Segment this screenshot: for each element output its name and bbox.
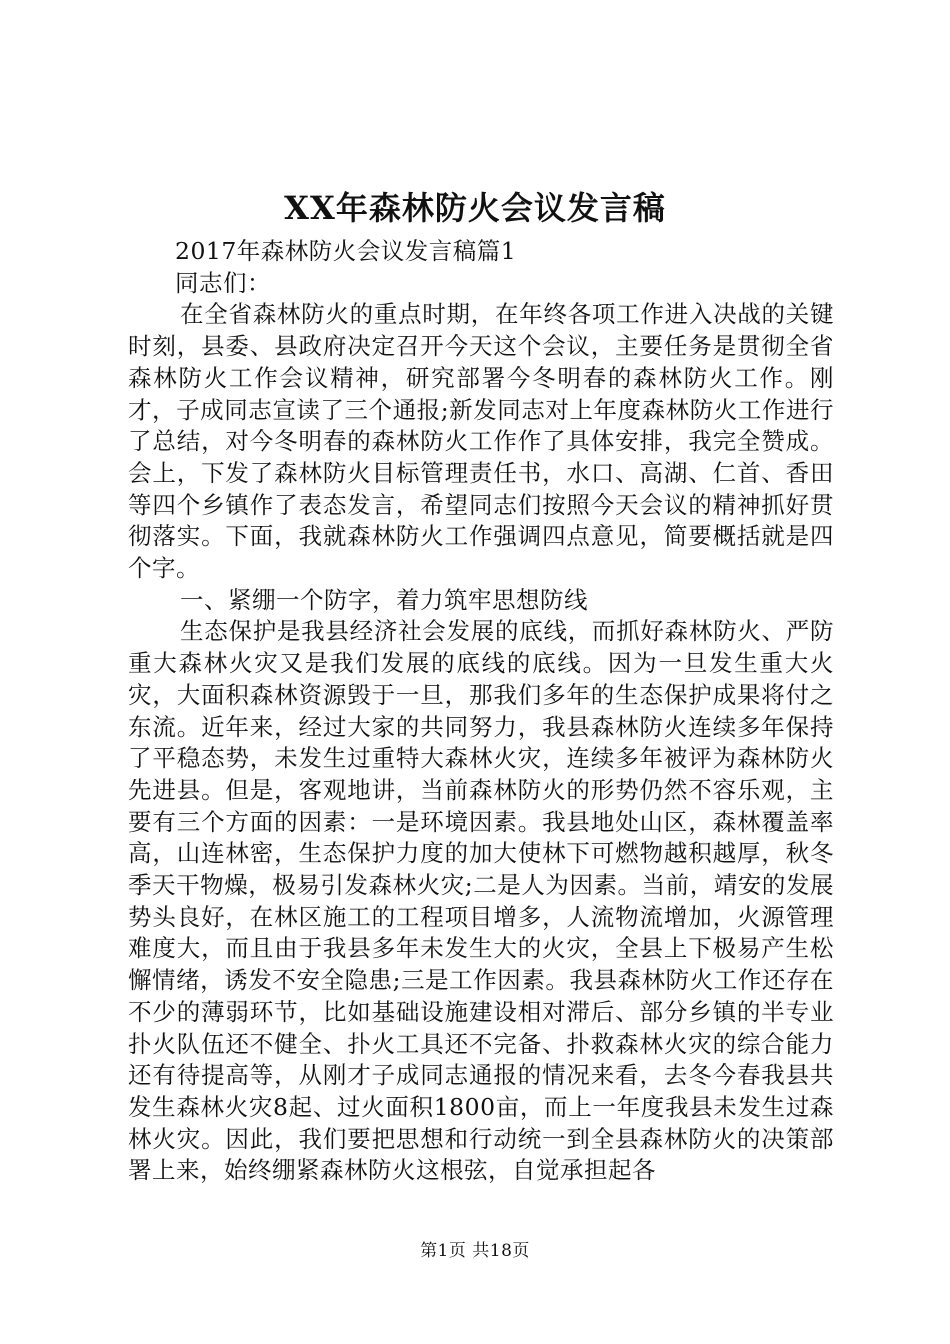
section-heading-1: 一、紧绷一个防字，着力筑牢思想防线	[180, 585, 588, 614]
paragraph-intro: 在全省森林防火的重点时期，在年终各项工作进入决战的关键时刻，县委、县政府决定召开今天这个会议，主要任务是贯彻全省森林防火工作会议精神，研究部署今冬明春的森林防火工作。刚才，子成同志宣读了三个通报;新发同志对上年度森林防火工作进行了总结，对今冬明春的森林防火工作作了具体安排，我完全赞成。会上，下发了森林防火目标管理责任书，水口、高湖、仁首、香田等四个乡镇作了表态发言，希望同志们按照今天会议的精神抓好贯彻落实。下面，我就森林防火工作强调四点意见，简要概括就是四个字。	[128, 300, 834, 583]
document-body	[128, 236, 834, 1187]
document-subtitle: 2017年森林防火会议发言稿篇1	[175, 237, 517, 265]
page-number-footer: 第1页 共18页	[420, 1241, 530, 1261]
paragraph-section-1: 生态保护是我县经济社会发展的底线，而抓好森林防火、严防重大森林火灾又是我们发展的底线的底线。因为一旦发生重大火灾，大面积森林资源毁于一旦，那我们多年的生态保护成果将付之东流。近年来，经过大家的共同努力，我县森林防火连续多年保持了平稳态势，未发生过重特大森林火灾，连续多年被评为森林防火先进县。但是，客观地讲，当前森林防火的形势仍然不容乐观，主要有三个方面的因素：一是环境因素。我县地处山区，森林覆盖率高，山连林密，生态保护力度的加大使林下可燃物越积越厚，秋冬季天干物燥，极易引发森林火灾;二是人为因素。当前，靖安的发展势头良好，在林区施工的工程项目增多，人流物流增加，火源管理难度大，而且由于我县多年未发生大的火灾，全县上下极易产生松懈情绪，诱发不安全隐患;三是工作因素。我县森林防火工作还存在不少的薄弱环节，比如基础设施建设相对滞后、部分乡镇的半专业扑火队伍还不健全、扑火工具还不完备、扑救森林火灾的综合能力还有待提高等，从刚才子成同志通报的情况来看，去冬今春我县共发生森林火灾8起、过火面积1800亩，而上一年度我县未发生过森林火灾。因此，我们要把思想和行动统一到全县森林防火的决策部署上来，始终绷紧森林防火这根弦，自觉承担起各	[128, 617, 834, 1185]
document-title: XX年森林防火会议发言稿	[284, 189, 666, 227]
salutation: 同志们：	[175, 268, 271, 297]
